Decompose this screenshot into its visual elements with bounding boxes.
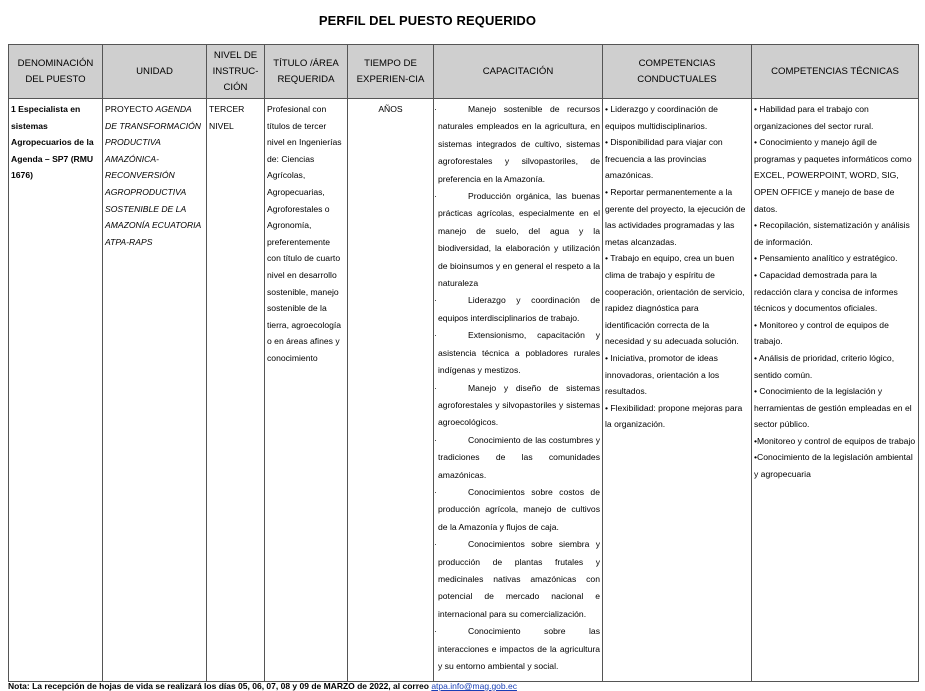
- capacitacion-text: Conocimientos sobre costos de producción agrícola, manejo de cultivos de la Amazonía y flujos de caja.: [438, 486, 600, 532]
- job-profile-table: [8, 44, 919, 682]
- capacitacion-item: [436, 188, 600, 292]
- bullet-icon: ·: [434, 191, 437, 202]
- capacitacion-item: [436, 292, 600, 327]
- bullet-icon: ·: [434, 104, 437, 114]
- capacitacion-item: [436, 380, 600, 432]
- cell-tiempo: AÑOS: [348, 99, 434, 682]
- tecnica-item: • Pensamiento analítico y estratégico.: [754, 253, 898, 264]
- capacitacion-item: [436, 484, 600, 536]
- header-unidad: UNIDAD: [103, 45, 207, 99]
- unidad-prefix: PROYECTO: [105, 104, 156, 114]
- capacitacion-text: Conocimiento de las costumbres y tradiciones de las comunidades amazónicas.: [438, 434, 600, 480]
- header-nivel: NIVEL DE INSTRUC-CIÓN: [207, 45, 265, 99]
- cell-unidad: [103, 99, 207, 682]
- unidad-italic: AGENDA DE TRANSFORMACIÓN PRODUCTIVA AMAZÓNICA- RECONVERSIÓN AGROPRODUCTIVA SOSTENIBLE DE LA AMAZONÍA ECUATORIA ATPA-RAPS: [105, 104, 201, 247]
- capacitacion-item: [436, 432, 600, 484]
- capacitacion-text: Manejo sostenible de recursos naturales empleados en la agricultura, en sistemas integrados de cultivo, sistemas agroforestales y silvopastoriles, de preferencia en la Amazonía.: [438, 104, 600, 184]
- table-header-row: [9, 45, 919, 99]
- bullet-icon: ·: [434, 539, 437, 550]
- header-tiempo: TIEMPO DE EXPERIEN-CIA: [348, 45, 434, 99]
- bullet-icon: ·: [434, 382, 437, 393]
- tecnica-item: • Análisis de prioridad, criterio lógico, sentido común.: [754, 352, 895, 380]
- tecnica-item: • Conocimiento y manejo ágil de programas y paquetes informáticos como EXCEL, POWERPOINT, WORD, SIG, OPEN OFFICE y manejo de base de datos.: [754, 137, 912, 214]
- capacitacion-item: [436, 101, 600, 188]
- page-title: PERFIL DEL PUESTO REQUERIDO: [318, 13, 537, 28]
- header-capacitacion: CAPACITACIÓN: [434, 45, 603, 99]
- bullet-icon: ·: [434, 486, 437, 497]
- cell-capacitacion: [434, 99, 603, 682]
- capacitacion-item: [436, 536, 600, 623]
- tecnica-item: • Recopilación, sistematización y análisis de información.: [754, 220, 910, 247]
- tecnica-item: •Conocimiento de la legislación ambiental y agropecuaria: [754, 452, 913, 480]
- capacitacion-text: Conocimiento sobre las interacciones e impactos de la agricultura y su entorno ambiental y social.: [438, 626, 600, 671]
- cell-titulo: Profesional con títulos de tercer nivel en Ingenierías de: Ciencias Agrícolas, Agropecuarias, Agroforestales o Agronomía, preferentemente con título de cuarto nivel en desarrollo sostenible, manejo sostenible de la tierra, agroecología o en áreas afines y conocimiento: [265, 99, 348, 682]
- tecnica-item: • Conocimiento de la legislación y herramientas de gestión empleadas en el sector público.: [754, 386, 912, 430]
- conductual-item: • Reportar permanentemente a la gerente del proyecto, la ejecución de las actividades programadas y las metas alcanzadas.: [605, 186, 746, 247]
- header-tecnicas: COMPETENCIAS TÉCNICAS: [752, 45, 919, 99]
- note-text: Nota: La recepción de hojas de vida se realizará los días 05, 06, 07, 08 y 09 de MARZO de 2022, al correo: [8, 681, 432, 691]
- capacitacion-item: [436, 623, 600, 675]
- email-link[interactable]: atpa.info@mag.gob.ec: [431, 681, 517, 691]
- capacitacion-text: Manejo y diseño de sistemas agroforestales y silvopastoriles y sistemas agroecológicos.: [438, 382, 600, 428]
- capacitacion-item: [436, 327, 600, 379]
- table-row: [9, 99, 919, 682]
- tecnica-item: • Habilidad para el trabajo con organizaciones del sector rural.: [754, 104, 874, 131]
- conductual-item: • Trabajo en equipo, crea un buen clima de trabajo y espíritu de cooperación, orientación de servicio, rapidez diagnóstica para identificación correcta de la necesidad y su adecuada solución.: [605, 253, 745, 347]
- tecnica-item: • Capacidad demostrada para la redacción clara y concisa de informes técnicos y documentos oficiales.: [754, 269, 898, 314]
- capacitacion-text: Conocimientos sobre siembra y producción de plantas frutales y medicinales nativas amazónicas con potencial de mercado nacional e internacional para su comercialización.: [438, 539, 600, 619]
- capacitacion-text: Liderazgo y coordinación de equipos interdisciplinarios de trabajo.: [438, 295, 600, 323]
- capacitacion-text: Extensionismo, capacitación y asistencia técnica a pobladores rurales indígenas y mestizos.: [438, 330, 600, 376]
- cell-nivel: TERCER NIVEL: [207, 99, 265, 682]
- header-denominacion: DENOMINACIÓN DEL PUESTO: [9, 45, 103, 99]
- conductual-item: • Disponibilidad para viajar con frecuencia a las provincias amazónicas.: [605, 137, 723, 181]
- bullet-icon: ·: [434, 434, 437, 445]
- bullet-icon: ·: [434, 330, 437, 341]
- conductual-item: • Flexibilidad: propone mejoras para la organización.: [605, 402, 743, 430]
- cell-tecnicas: [752, 99, 919, 682]
- tecnica-item: • Monitoreo y control de equipos de trabajo.: [754, 319, 889, 347]
- cell-denominacion: 1 Especialista en sistemas Agropecuarios de la Agenda – SP7 (RMU 1676): [9, 99, 103, 682]
- conductual-item: • Iniciativa, promotor de ideas innovadoras, orientación a los resultados.: [605, 352, 720, 397]
- header-conductuales: COMPETENCIAS CONDUCTUALES: [603, 45, 752, 99]
- footer-note: [8, 681, 517, 691]
- capacitacion-text: Producción orgánica, las buenas prácticas agrícolas, especialmente en el manejo de suelo, del agua y la biodiversidad, la elaboración y utilización de bioinsumos y en general el respeto a la naturaleza: [438, 191, 600, 289]
- bullet-icon: ·: [434, 626, 437, 637]
- cell-conductuales: [603, 99, 752, 682]
- bullet-icon: ·: [434, 295, 437, 306]
- tecnica-item: •Monitoreo y control de equipos de trabajo: [754, 435, 916, 446]
- header-titulo: TÍTULO /ÁREA REQUERIDA: [265, 45, 348, 99]
- conductual-item: • Liderazgo y coordinación de equipos multidisciplinarios.: [605, 104, 718, 131]
